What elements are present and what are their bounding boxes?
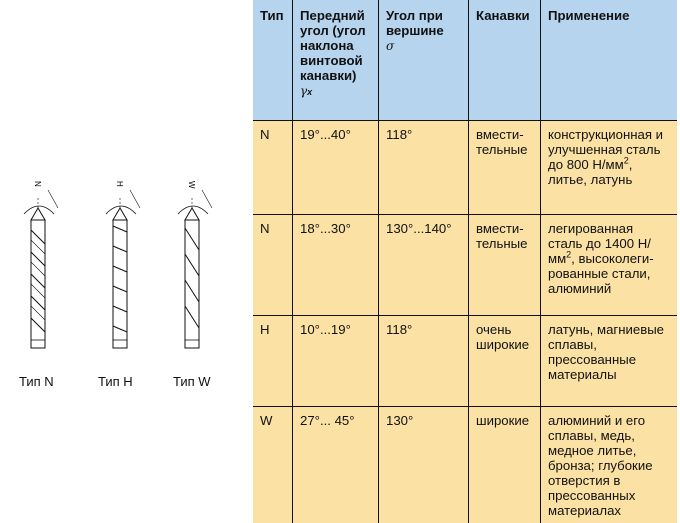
drill-label-w: Тип W [173,374,211,389]
table-row [253,121,677,215]
table-row [253,215,677,316]
drill-w-letter: W [187,181,196,189]
gamma-symbol: γ [300,84,307,98]
drill-type-h-drawing [96,168,146,368]
cell-type: H [253,316,293,407]
cell-grooves: вмести-тельные [469,121,541,215]
cell-grooves: широкие [469,407,541,523]
cell-tip-angle: 130° [379,407,469,523]
cell-tip-angle: 118° [379,316,469,407]
cell-front-angle: 18°...30° [293,215,379,316]
cell-front-angle: 27°... 45° [293,407,379,523]
header-front-angle-text: Передний угол (угол наклона винтовой канавки) [300,8,366,83]
header-front-angle [293,0,379,121]
drill-h-letter: H [115,181,124,187]
cell-tip-angle: 130°...140° [379,215,469,316]
cell-grooves: очень широкие [469,316,541,407]
cell-application: латунь, магниевые сплавы, прессованные материалы [541,316,678,407]
header-application: Применение [541,0,678,121]
drill-label-h: Тип H [98,374,133,389]
drill-type-n-drawing [14,168,64,368]
header-tip-angle [379,0,469,121]
cell-front-angle: 10°...19° [293,316,379,407]
header-type: Тип [253,0,293,121]
drill-spec-table [253,0,677,523]
table-header-row [253,0,677,121]
drill-illustrations [0,0,252,515]
drill-type-w-drawing [168,168,218,368]
gamma-subscript: x [307,87,312,97]
cell-type: N [253,121,293,215]
header-grooves: Канавки [469,0,541,121]
header-tip-angle-text: Угол при вершине [386,8,444,38]
table-row [253,407,677,523]
cell-application: конструкционная и улучшенная сталь до 800 $Н/мм^2$, литье, латунь [541,121,678,215]
drill-label-n: Тип N [19,374,54,389]
table-row [253,316,677,407]
cell-type: W [253,407,293,523]
cell-application: алюминий и его сплавы, медь, медное литье, бронза; глубокие отверстия в прессованных материалах [541,407,678,523]
cell-front-angle: 19°...40° [293,121,379,215]
cell-application: легированная сталь до 1400 $Н/мм^2$, высоколеги-рованные стали, алюминий [541,215,678,316]
cell-tip-angle: 118° [379,121,469,215]
drill-n-letter: N [33,181,42,187]
cell-type: N [253,215,293,316]
cell-grooves: вмести-тельные [469,215,541,316]
sigma-symbol: σ [386,39,394,53]
